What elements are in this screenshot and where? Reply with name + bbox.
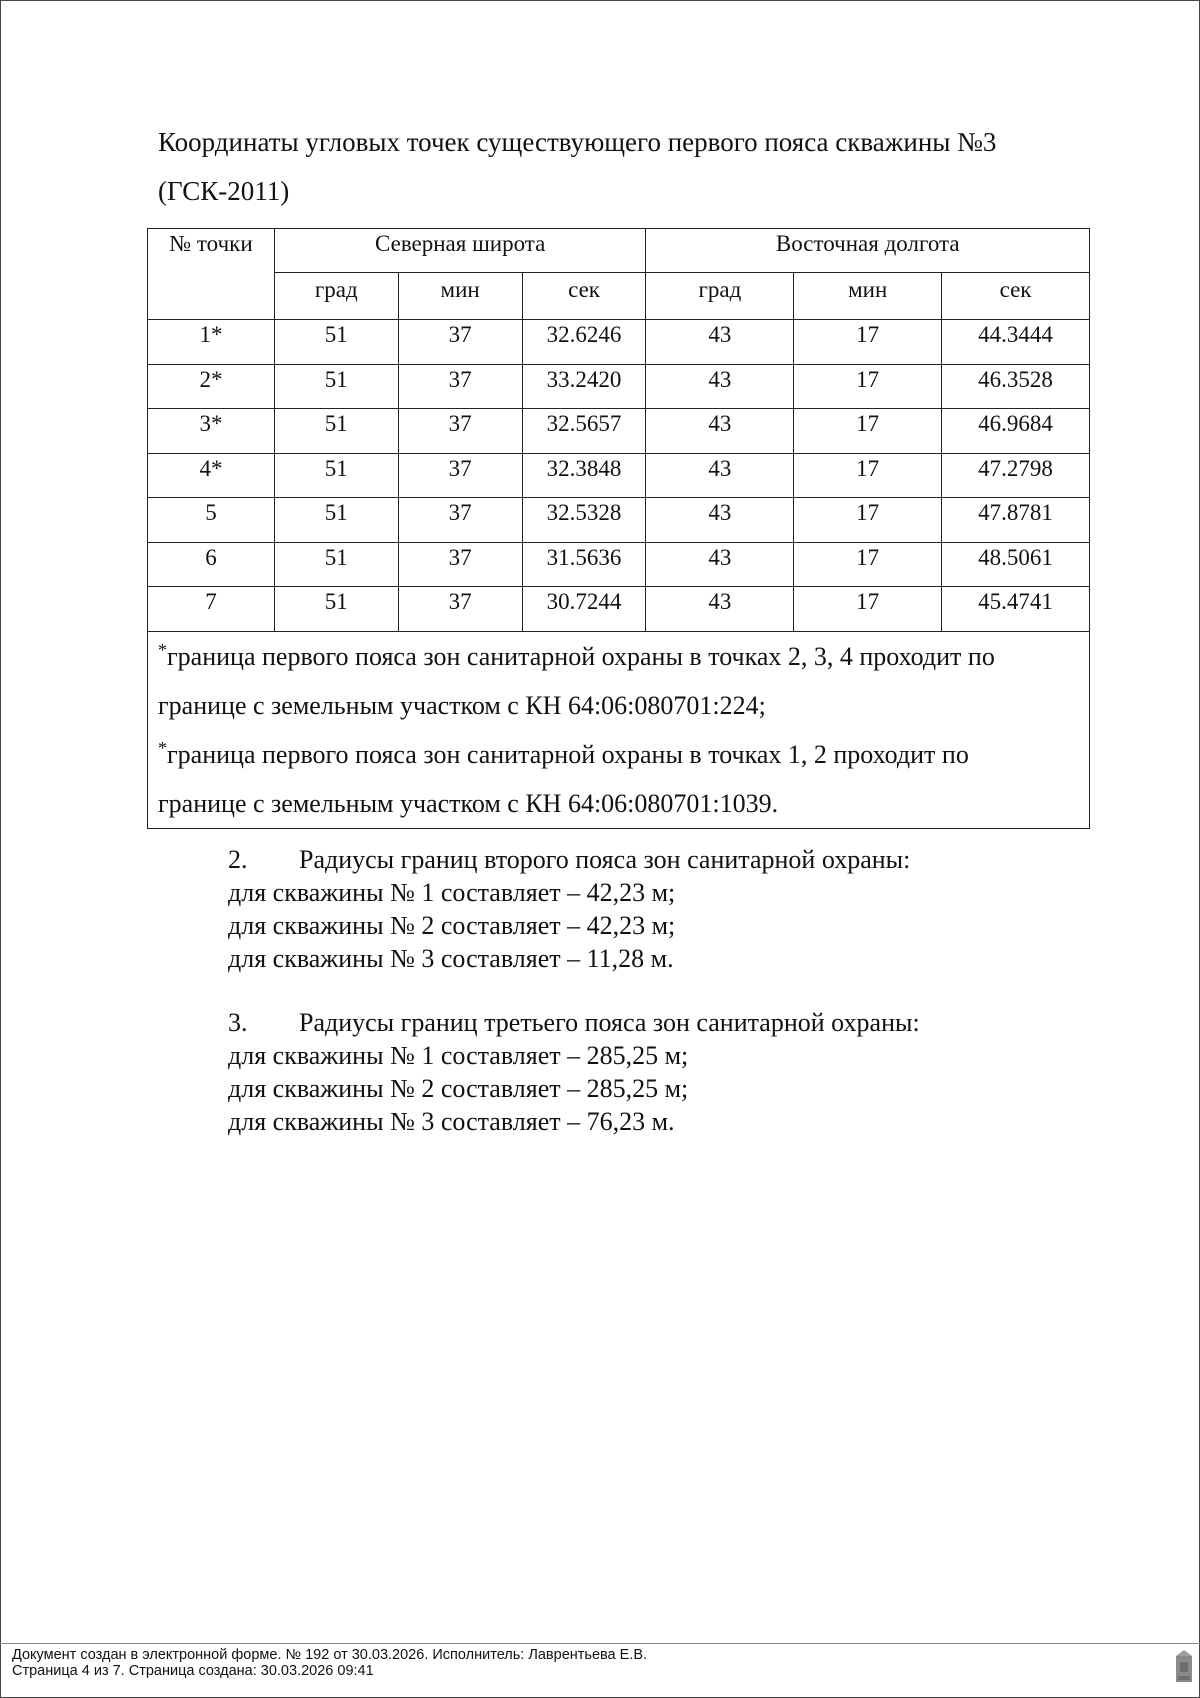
cell-lon-min: 17 [794,587,942,632]
table-row [148,364,1090,409]
coordinates-table [147,228,1090,829]
section-2-title: Радиусы границ второго пояса зон санитарной охраны: [299,845,911,874]
note-2-asterisk: * [158,737,167,758]
cell-lon-sec: 45.4741 [942,587,1090,632]
cell-lat-deg: 51 [274,453,398,498]
section-3-line-1: для скважины № 1 составляет – 285,25 м; [228,1041,689,1070]
section-3-line-2: для скважины № 2 составляет – 285,25 м; [228,1074,689,1103]
header-lon-deg: град [646,273,794,320]
cell-point: 7 [148,587,275,632]
header-lat-deg: град [274,273,398,320]
cell-lon-min: 17 [794,364,942,409]
cell-lon-min: 17 [794,498,942,543]
cell-point: 5 [148,498,275,543]
cell-lat-min: 37 [398,498,522,543]
section-2-heading [228,843,1088,876]
cell-lat-min: 37 [398,453,522,498]
cell-lat-min: 37 [398,542,522,587]
cell-lat-sec: 32.5657 [522,409,646,454]
cell-lat-min: 37 [398,320,522,365]
cell-lat-sec: 33.2420 [522,364,646,409]
header-lon-sec: сек [942,273,1090,320]
cell-lon-deg: 43 [646,364,794,409]
header-lon-min: мин [794,273,942,320]
cell-lat-min: 37 [398,364,522,409]
footer-line-1: Документ создан в электронной форме. № 192 от 30.03.2026. Исполнитель: Лаврентьева Е.В. [12,1647,648,1663]
cell-lon-sec: 48.5061 [942,542,1090,587]
section-2-line-1: для скважины № 1 составляет – 42,23 м; [228,878,676,907]
document-title [158,118,1098,216]
cell-lat-deg: 51 [274,587,398,632]
section-2-line-3: для скважины № 3 составляет – 11,28 м. [228,944,674,973]
section-3-number: 3. [228,1008,248,1037]
cell-lon-sec: 44.3444 [942,320,1090,365]
cell-lon-min: 17 [794,453,942,498]
cell-lon-sec: 46.3528 [942,364,1090,409]
header-lat-min: мин [398,273,522,320]
title-line-1: Координаты угловых точек существующего первого пояса скважины №3 [158,127,997,157]
section-2-number: 2. [228,845,248,874]
note-2-line-a: *граница первого пояса зон санитарной охраны в точках 1, 2 проходит по [158,737,969,769]
cell-lat-sec: 31.5636 [522,542,646,587]
cell-lon-min: 17 [794,320,942,365]
cell-lat-deg: 51 [274,364,398,409]
header-lat-sec: сек [522,273,646,320]
section-3-line-3: для скважины № 3 составляет – 76,23 м. [228,1107,675,1136]
table-note [148,631,1090,828]
table-row [148,409,1090,454]
cell-point: 3* [148,409,275,454]
section-3-heading [228,1006,1088,1039]
cell-lat-sec: 32.3848 [522,453,646,498]
cell-lon-deg: 43 [646,320,794,365]
cell-lon-deg: 43 [646,542,794,587]
cell-lon-deg: 43 [646,587,794,632]
cell-lat-sec: 32.6246 [522,320,646,365]
cell-lat-deg: 51 [274,320,398,365]
cell-point: 1* [148,320,275,365]
cell-lat-sec: 30.7244 [522,587,646,632]
cell-lat-deg: 51 [274,542,398,587]
cell-lon-deg: 43 [646,453,794,498]
cell-lon-deg: 43 [646,409,794,454]
cell-lon-min: 17 [794,409,942,454]
cell-lat-min: 37 [398,587,522,632]
cell-point: 4* [148,453,275,498]
cell-lat-deg: 51 [274,409,398,454]
footer-divider [0,1643,1200,1644]
footer-line-2: Страница 4 из 7. Страница создана: 30.03.2026 09:41 [12,1663,374,1679]
cell-lat-min: 37 [398,409,522,454]
cell-lon-sec: 46.9684 [942,409,1090,454]
cell-lon-sec: 47.8781 [942,498,1090,543]
note-1-line-a: *граница первого пояса зон санитарной охраны в точках 2, 3, 4 проходит по [158,639,995,671]
header-east-longitude: Восточная долгота [646,229,1090,273]
title-line-2: (ГСК-2011) [158,176,290,206]
header-point-number: № точки [148,229,275,320]
header-north-latitude: Северная широта [274,229,646,273]
table-row [148,320,1090,365]
section-3 [228,1006,1088,1138]
note-1-line-b: границе с земельным участком с КН 64:06:080701:224; [158,690,766,720]
cell-lon-min: 17 [794,542,942,587]
cell-lat-deg: 51 [274,498,398,543]
table-row [148,542,1090,587]
cell-lon-sec: 47.2798 [942,453,1090,498]
table-note-row [148,631,1090,828]
note-2-line-b: границе с земельным участком с КН 64:06:080701:1039. [158,788,779,818]
coat-of-arms-icon [1173,1648,1195,1684]
table-row [148,453,1090,498]
cell-point: 2* [148,364,275,409]
note-1-asterisk: * [158,639,167,660]
section-2 [228,843,1088,975]
cell-point: 6 [148,542,275,587]
footer [12,1647,647,1679]
table-row [148,587,1090,632]
section-2-line-2: для скважины № 2 составляет – 42,23 м; [228,911,676,940]
cell-lon-deg: 43 [646,498,794,543]
cell-lat-sec: 32.5328 [522,498,646,543]
table-row [148,498,1090,543]
section-3-title: Радиусы границ третьего пояса зон санитарной охраны: [299,1008,920,1037]
table-body [148,320,1090,829]
